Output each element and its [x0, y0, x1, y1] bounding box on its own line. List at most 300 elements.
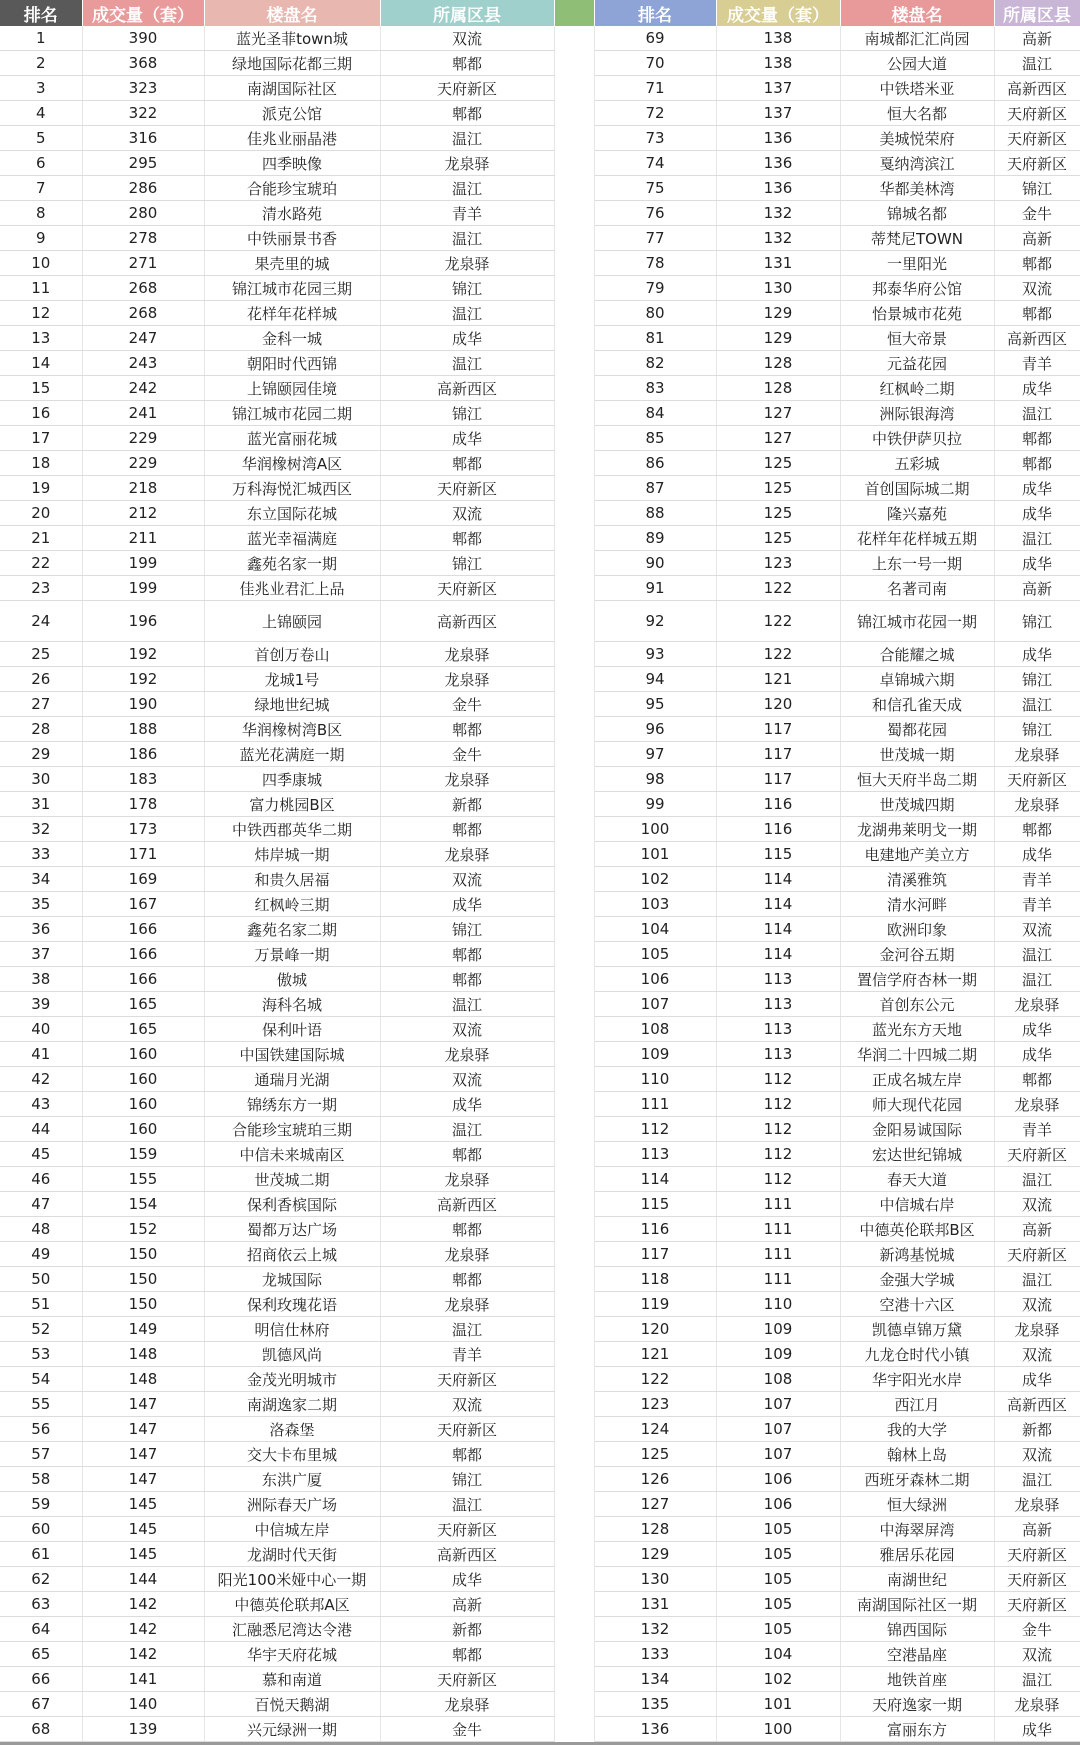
table-row: [0, 1092, 1080, 1117]
header-district: 所属区县: [380, 0, 554, 26]
cell-rank: 52: [0, 1317, 82, 1342]
cell-rank-2: 119: [594, 1292, 716, 1317]
cell-rank-2: 107: [594, 992, 716, 1017]
cell-district: 高新西区: [380, 601, 554, 642]
cell-name-2: 宏达世纪锦城: [840, 1142, 994, 1167]
header-rank: 排名: [0, 0, 82, 26]
cell-district: 锦江: [380, 401, 554, 426]
header-gap: [554, 0, 594, 26]
cell-rank: 39: [0, 992, 82, 1017]
cell-volume: 192: [82, 667, 204, 692]
cell-volume-2: 105: [716, 1592, 840, 1617]
table-footer: [0, 1742, 1080, 1745]
cell-volume: 280: [82, 201, 204, 226]
cell-volume-2: 136: [716, 176, 840, 201]
cell-gap: [554, 276, 594, 301]
cell-gap: [554, 1717, 594, 1742]
cell-rank-2: 123: [594, 1392, 716, 1417]
cell-rank-2: 103: [594, 892, 716, 917]
cell-rank: 38: [0, 967, 82, 992]
cell-volume: 199: [82, 576, 204, 601]
table-row: [0, 426, 1080, 451]
cell-district-2: 天府新区: [994, 101, 1080, 126]
cell-volume-2: 138: [716, 51, 840, 76]
cell-district-2: 温江: [994, 942, 1080, 967]
table-row: [0, 501, 1080, 526]
cell-volume-2: 105: [716, 1517, 840, 1542]
table-row: [0, 842, 1080, 867]
cell-gap: [554, 642, 594, 667]
cell-volume-2: 111: [716, 1192, 840, 1217]
cell-district-2: 龙泉驿: [994, 992, 1080, 1017]
cell-name: 上锦颐园: [204, 601, 380, 642]
cell-volume: 140: [82, 1692, 204, 1717]
cell-volume: 271: [82, 251, 204, 276]
table-row: [0, 1042, 1080, 1067]
cell-volume-2: 110: [716, 1292, 840, 1317]
cell-district-2: 高新西区: [994, 326, 1080, 351]
cell-name: 明信仕林府: [204, 1317, 380, 1342]
cell-gap: [554, 176, 594, 201]
cell-name: 慕和南道: [204, 1667, 380, 1692]
cell-name: 首创万卷山: [204, 642, 380, 667]
cell-rank-2: 88: [594, 501, 716, 526]
cell-rank-2: 100: [594, 817, 716, 842]
cell-volume: 247: [82, 326, 204, 351]
cell-name: 中铁西郡英华二期: [204, 817, 380, 842]
cell-volume-2: 116: [716, 817, 840, 842]
cell-gap: [554, 1617, 594, 1642]
cell-volume: 160: [82, 1042, 204, 1067]
table-row: [0, 1117, 1080, 1142]
cell-gap: [554, 717, 594, 742]
cell-name: 蓝光富丽花城: [204, 426, 380, 451]
cell-gap: [554, 1392, 594, 1417]
cell-name: 百悦天鹅湖: [204, 1692, 380, 1717]
cell-district-2: 双流: [994, 1192, 1080, 1217]
cell-name: 中铁丽景书香: [204, 226, 380, 251]
cell-volume: 149: [82, 1317, 204, 1342]
cell-volume: 154: [82, 1192, 204, 1217]
cell-district-2: 成华: [994, 642, 1080, 667]
cell-rank: 33: [0, 842, 82, 867]
table-row: [0, 1442, 1080, 1467]
cell-district: 温江: [380, 1492, 554, 1517]
cell-name: 清水路苑: [204, 201, 380, 226]
cell-volume: 155: [82, 1167, 204, 1192]
cell-gap: [554, 892, 594, 917]
cell-district: 青羊: [380, 1342, 554, 1367]
cell-name-2: 清水河畔: [840, 892, 994, 917]
cell-volume: 166: [82, 942, 204, 967]
cell-district-2: 青羊: [994, 1117, 1080, 1142]
cell-volume: 141: [82, 1667, 204, 1692]
cell-volume-2: 137: [716, 101, 840, 126]
cell-rank-2: 120: [594, 1317, 716, 1342]
cell-district: 郫都: [380, 1142, 554, 1167]
cell-name: 通瑞月光湖: [204, 1067, 380, 1092]
cell-rank: 3: [0, 76, 82, 101]
cell-volume: 295: [82, 151, 204, 176]
cell-gap: [554, 1417, 594, 1442]
cell-rank-2: 69: [594, 26, 716, 51]
cell-rank-2: 72: [594, 101, 716, 126]
footer-rule: [0, 1742, 1080, 1745]
cell-volume: 186: [82, 742, 204, 767]
cell-district: 郫都: [380, 101, 554, 126]
cell-volume-2: 113: [716, 1017, 840, 1042]
cell-gap: [554, 301, 594, 326]
cell-rank: 1: [0, 26, 82, 51]
cell-volume-2: 112: [716, 1167, 840, 1192]
cell-name-2: 电建地产美立方: [840, 842, 994, 867]
cell-district-2: 青羊: [994, 892, 1080, 917]
table-header: [0, 0, 1080, 26]
cell-volume-2: 112: [716, 1092, 840, 1117]
cell-volume: 150: [82, 1267, 204, 1292]
cell-volume-2: 127: [716, 426, 840, 451]
cell-volume-2: 117: [716, 717, 840, 742]
cell-volume-2: 108: [716, 1367, 840, 1392]
cell-volume-2: 107: [716, 1442, 840, 1467]
cell-rank: 26: [0, 667, 82, 692]
cell-name: 鑫苑名家二期: [204, 917, 380, 942]
cell-rank-2: 75: [594, 176, 716, 201]
cell-volume-2: 114: [716, 942, 840, 967]
cell-name: 蓝光花满庭一期: [204, 742, 380, 767]
table-row: [0, 1467, 1080, 1492]
cell-rank: 50: [0, 1267, 82, 1292]
cell-district: 天府新区: [380, 76, 554, 101]
cell-district: 天府新区: [380, 476, 554, 501]
cell-district-2: 温江: [994, 1167, 1080, 1192]
table-row: [0, 792, 1080, 817]
cell-gap: [554, 942, 594, 967]
cell-district: 新都: [380, 792, 554, 817]
header-name: 楼盘名: [204, 0, 380, 26]
cell-district: 郫都: [380, 51, 554, 76]
cell-gap: [554, 1642, 594, 1667]
cell-name: 锦江城市花园二期: [204, 401, 380, 426]
cell-district: 龙泉驿: [380, 642, 554, 667]
cell-name: 派克公馆: [204, 101, 380, 126]
table-row: [0, 601, 1080, 642]
cell-name: 保利香槟国际: [204, 1192, 380, 1217]
cell-gap: [554, 1017, 594, 1042]
cell-rank: 32: [0, 817, 82, 842]
cell-name: 南湖逸家二期: [204, 1392, 380, 1417]
cell-district: 龙泉驿: [380, 842, 554, 867]
cell-name: 红枫岭三期: [204, 892, 380, 917]
cell-name: 海科名城: [204, 992, 380, 1017]
cell-name: 交大卡布里城: [204, 1442, 380, 1467]
cell-volume-2: 131: [716, 251, 840, 276]
table-row: [0, 717, 1080, 742]
cell-volume-2: 125: [716, 501, 840, 526]
table-row: [0, 1217, 1080, 1242]
cell-district: 成华: [380, 326, 554, 351]
cell-name-2: 元益花园: [840, 351, 994, 376]
cell-rank-2: 106: [594, 967, 716, 992]
cell-rank-2: 121: [594, 1342, 716, 1367]
cell-gap: [554, 401, 594, 426]
cell-district-2: 成华: [994, 1042, 1080, 1067]
cell-gap: [554, 667, 594, 692]
cell-name-2: 空港晶座: [840, 1642, 994, 1667]
cell-gap: [554, 226, 594, 251]
cell-name-2: 花样年花样城五期: [840, 526, 994, 551]
cell-volume: 166: [82, 967, 204, 992]
cell-name-2: 合能耀之城: [840, 642, 994, 667]
cell-rank: 4: [0, 101, 82, 126]
cell-district: 青羊: [380, 201, 554, 226]
cell-volume: 160: [82, 1117, 204, 1142]
cell-rank-2: 132: [594, 1617, 716, 1642]
cell-name-2: 和信孔雀天成: [840, 692, 994, 717]
cell-district: 郫都: [380, 526, 554, 551]
cell-name-2: 蓝光东方天地: [840, 1017, 994, 1042]
cell-district: 金牛: [380, 742, 554, 767]
cell-rank: 46: [0, 1167, 82, 1192]
cell-district-2: 温江: [994, 526, 1080, 551]
table-row: [0, 667, 1080, 692]
cell-district: 龙泉驿: [380, 667, 554, 692]
cell-district: 温江: [380, 1117, 554, 1142]
cell-name-2: 公园大道: [840, 51, 994, 76]
cell-rank: 37: [0, 942, 82, 967]
cell-name-2: 西班牙森林二期: [840, 1467, 994, 1492]
cell-rank: 18: [0, 451, 82, 476]
cell-district-2: 天府新区: [994, 767, 1080, 792]
cell-name-2: 凯德卓锦万黛: [840, 1317, 994, 1342]
cell-name-2: 蒂梵尼TOWN: [840, 226, 994, 251]
cell-name: 凯德风尚: [204, 1342, 380, 1367]
table-row: [0, 867, 1080, 892]
cell-volume-2: 125: [716, 451, 840, 476]
cell-name-2: 恒大名都: [840, 101, 994, 126]
cell-volume: 167: [82, 892, 204, 917]
cell-district-2: 郫都: [994, 301, 1080, 326]
cell-district: 郫都: [380, 942, 554, 967]
cell-name-2: 怡景城市花苑: [840, 301, 994, 326]
cell-district-2: 龙泉驿: [994, 1692, 1080, 1717]
table-row: [0, 51, 1080, 76]
cell-volume: 150: [82, 1292, 204, 1317]
cell-volume: 152: [82, 1217, 204, 1242]
cell-district-2: 成华: [994, 1717, 1080, 1742]
cell-gap: [554, 601, 594, 642]
cell-volume-2: 117: [716, 742, 840, 767]
cell-rank-2: 117: [594, 1242, 716, 1267]
table-row: [0, 967, 1080, 992]
cell-district-2: 郫都: [994, 251, 1080, 276]
table-row: [0, 376, 1080, 401]
cell-district-2: 锦江: [994, 667, 1080, 692]
cell-volume: 243: [82, 351, 204, 376]
cell-rank-2: 78: [594, 251, 716, 276]
cell-name-2: 中德英伦联邦B区: [840, 1217, 994, 1242]
cell-rank-2: 85: [594, 426, 716, 451]
cell-volume: 160: [82, 1067, 204, 1092]
cell-name-2: 恒大帝景: [840, 326, 994, 351]
cell-name-2: 新鸿基悦城: [840, 1242, 994, 1267]
cell-volume: 212: [82, 501, 204, 526]
cell-district: 双流: [380, 501, 554, 526]
cell-district-2: 青羊: [994, 867, 1080, 892]
cell-name: 万景峰一期: [204, 942, 380, 967]
cell-name-2: 锦城名都: [840, 201, 994, 226]
cell-name-2: 五彩城: [840, 451, 994, 476]
cell-volume: 196: [82, 601, 204, 642]
table-row: [0, 26, 1080, 51]
cell-name: 佳兆业君汇上品: [204, 576, 380, 601]
cell-gap: [554, 1192, 594, 1217]
cell-name: 兴元绿洲一期: [204, 1717, 380, 1742]
cell-volume: 368: [82, 51, 204, 76]
cell-rank: 31: [0, 792, 82, 817]
cell-rank: 16: [0, 401, 82, 426]
cell-rank: 34: [0, 867, 82, 892]
cell-rank: 36: [0, 917, 82, 942]
cell-district: 成华: [380, 1567, 554, 1592]
cell-volume-2: 105: [716, 1542, 840, 1567]
cell-district-2: 成华: [994, 1017, 1080, 1042]
table-row: [0, 1017, 1080, 1042]
cell-name-2: 地铁首座: [840, 1667, 994, 1692]
cell-rank-2: 98: [594, 767, 716, 792]
cell-gap: [554, 51, 594, 76]
header-district-2: 所属区县: [994, 0, 1080, 26]
cell-name: 汇融悉尼湾达令港: [204, 1617, 380, 1642]
cell-district-2: 温江: [994, 1467, 1080, 1492]
cell-district-2: 成华: [994, 376, 1080, 401]
cell-volume-2: 132: [716, 201, 840, 226]
table-row: [0, 942, 1080, 967]
header-rank-2: 排名: [594, 0, 716, 26]
cell-rank: 47: [0, 1192, 82, 1217]
cell-volume-2: 121: [716, 667, 840, 692]
cell-name-2: 南城都汇汇尚园: [840, 26, 994, 51]
cell-name-2: 南湖世纪: [840, 1567, 994, 1592]
cell-gap: [554, 1367, 594, 1392]
cell-volume-2: 107: [716, 1417, 840, 1442]
cell-district: 双流: [380, 867, 554, 892]
bottom-border: [0, 1742, 1080, 1745]
cell-rank-2: 112: [594, 1117, 716, 1142]
cell-rank-2: 127: [594, 1492, 716, 1517]
cell-district: 郫都: [380, 1442, 554, 1467]
cell-district: 龙泉驿: [380, 1167, 554, 1192]
cell-rank-2: 90: [594, 551, 716, 576]
cell-volume: 166: [82, 917, 204, 942]
cell-name-2: 恒大天府半岛二期: [840, 767, 994, 792]
cell-rank: 20: [0, 501, 82, 526]
cell-district-2: 锦江: [994, 176, 1080, 201]
cell-volume: 211: [82, 526, 204, 551]
cell-district: 成华: [380, 1092, 554, 1117]
cell-rank: 64: [0, 1617, 82, 1642]
table-row: [0, 1567, 1080, 1592]
cell-rank-2: 113: [594, 1142, 716, 1167]
cell-district-2: 青羊: [994, 351, 1080, 376]
cell-volume-2: 111: [716, 1242, 840, 1267]
cell-district-2: 双流: [994, 1442, 1080, 1467]
cell-rank: 27: [0, 692, 82, 717]
cell-gap: [554, 1217, 594, 1242]
table-row: [0, 1342, 1080, 1367]
cell-rank: 21: [0, 526, 82, 551]
cell-district: 龙泉驿: [380, 1042, 554, 1067]
cell-name: 洛森堡: [204, 1417, 380, 1442]
cell-volume-2: 113: [716, 992, 840, 1017]
cell-volume: 268: [82, 301, 204, 326]
cell-volume: 199: [82, 551, 204, 576]
cell-rank-2: 94: [594, 667, 716, 692]
cell-volume: 178: [82, 792, 204, 817]
cell-district-2: 金牛: [994, 1617, 1080, 1642]
cell-name-2: 名著司南: [840, 576, 994, 601]
cell-name: 金茂光明城市: [204, 1367, 380, 1392]
cell-district-2: 龙泉驿: [994, 1317, 1080, 1342]
cell-district: 温江: [380, 176, 554, 201]
cell-district-2: 成华: [994, 842, 1080, 867]
cell-district: 龙泉驿: [380, 251, 554, 276]
cell-volume-2: 101: [716, 1692, 840, 1717]
cell-gap: [554, 1167, 594, 1192]
cell-name: 龙城1号: [204, 667, 380, 692]
table-row: [0, 276, 1080, 301]
cell-gap: [554, 992, 594, 1017]
cell-district: 龙泉驿: [380, 767, 554, 792]
cell-volume: 147: [82, 1417, 204, 1442]
cell-rank: 55: [0, 1392, 82, 1417]
cell-gap: [554, 767, 594, 792]
cell-gap: [554, 76, 594, 101]
cell-name: 华润橡树湾A区: [204, 451, 380, 476]
table-row: [0, 151, 1080, 176]
cell-volume: 145: [82, 1492, 204, 1517]
cell-gap: [554, 526, 594, 551]
cell-volume: 144: [82, 1567, 204, 1592]
table-row: [0, 892, 1080, 917]
cell-gap: [554, 917, 594, 942]
cell-rank-2: 97: [594, 742, 716, 767]
cell-rank: 63: [0, 1592, 82, 1617]
cell-gap: [554, 692, 594, 717]
cell-rank-2: 83: [594, 376, 716, 401]
cell-gap: [554, 1342, 594, 1367]
table-row: [0, 1417, 1080, 1442]
cell-volume-2: 102: [716, 1667, 840, 1692]
cell-volume-2: 128: [716, 376, 840, 401]
cell-name: 绿地世纪城: [204, 692, 380, 717]
cell-gap: [554, 451, 594, 476]
cell-volume-2: 137: [716, 76, 840, 101]
cell-district-2: 高新: [994, 1517, 1080, 1542]
cell-rank: 14: [0, 351, 82, 376]
cell-gap: [554, 817, 594, 842]
cell-district: 成华: [380, 426, 554, 451]
cell-rank-2: 91: [594, 576, 716, 601]
cell-name-2: 置信学府杏林一期: [840, 967, 994, 992]
cell-rank: 23: [0, 576, 82, 601]
cell-name: 朝阳时代西锦: [204, 351, 380, 376]
cell-name: 花样年花样城: [204, 301, 380, 326]
cell-rank: 59: [0, 1492, 82, 1517]
cell-rank-2: 102: [594, 867, 716, 892]
cell-district: 郫都: [380, 967, 554, 992]
cell-volume: 165: [82, 1017, 204, 1042]
